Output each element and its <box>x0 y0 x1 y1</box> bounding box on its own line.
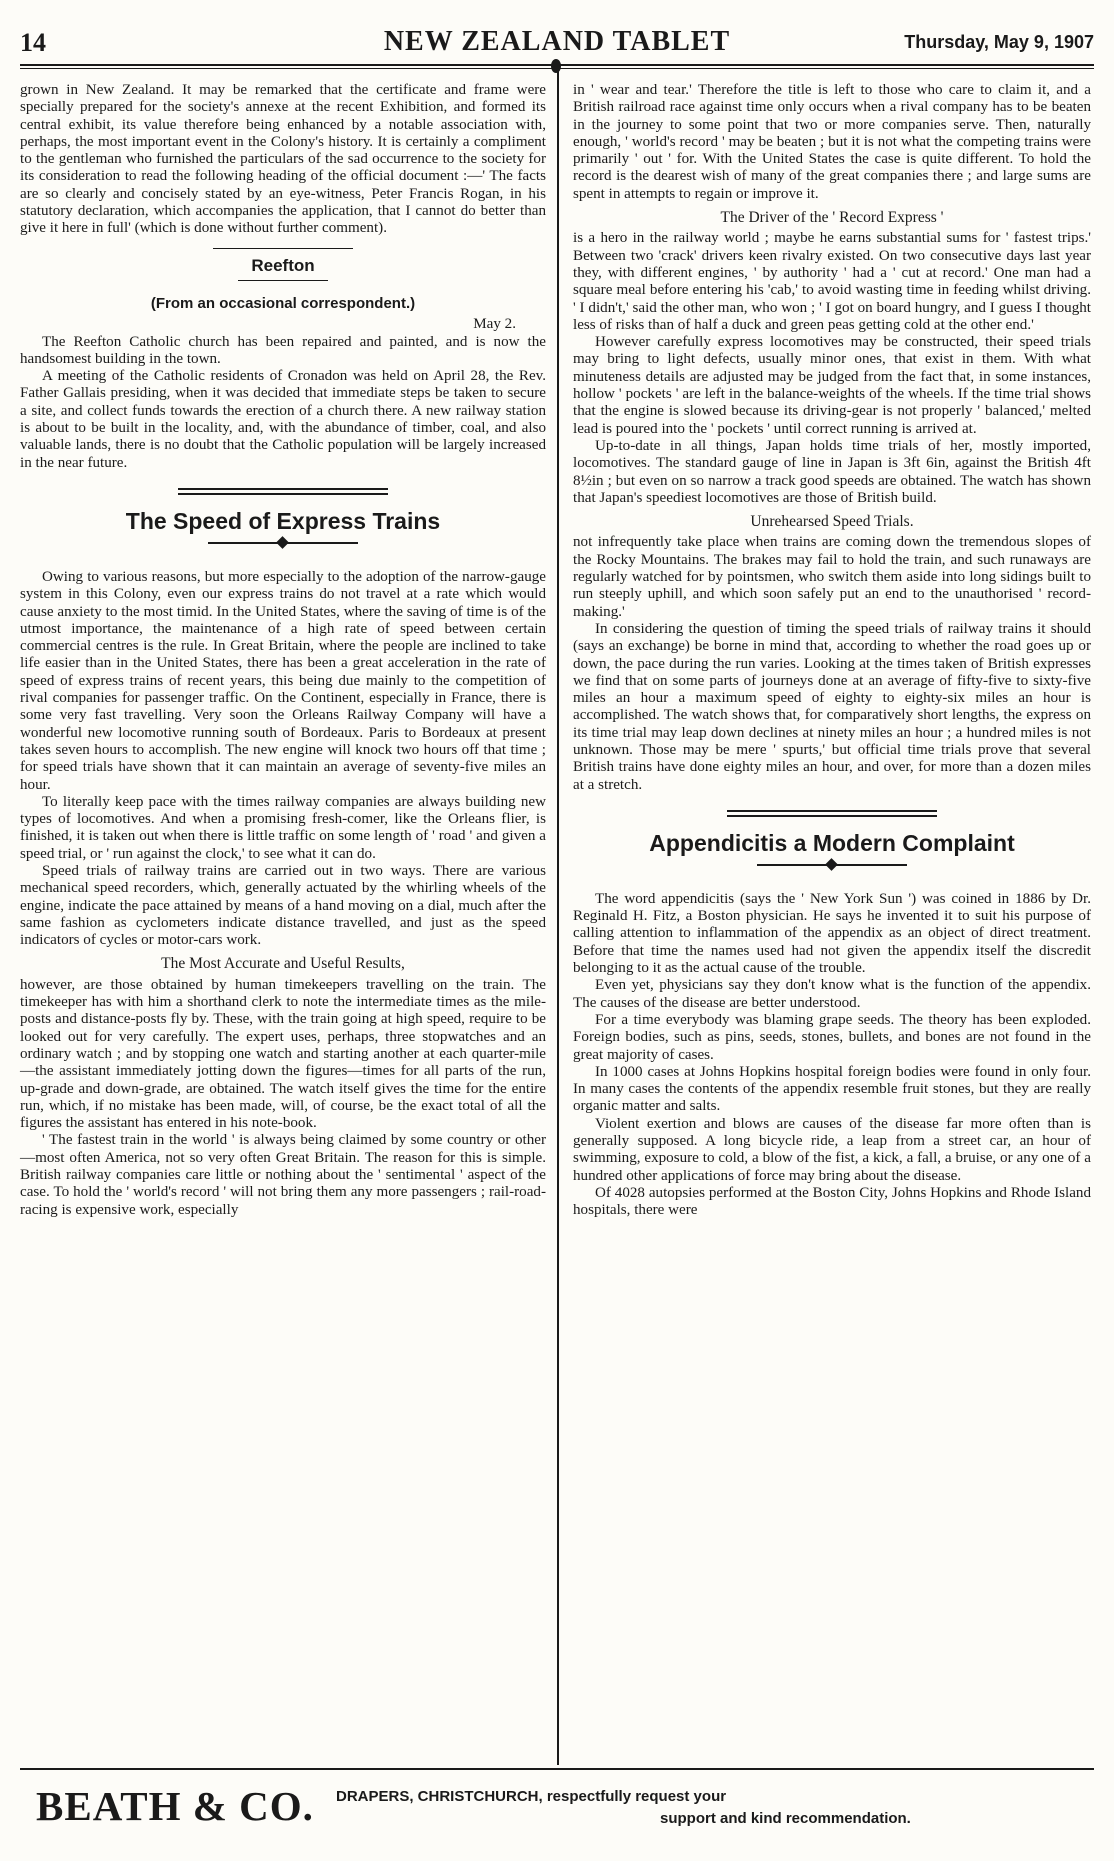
express-paragraph: is a hero in the railway world ; maybe he earns substantial sums for ' fastest trips.' Between two 'crack' drivers keen rivalry existed. On two consecutive days last year they, with different engines, ' by authority ' had a ' cut at record.' One man had a square meal before entering his 'cab,' to avoid wasting time in feeding whilst driving. ' I didn't,' said the other man, who won ; ' I got on board hungry, and I guess I thought less of risks than of half a duck and green peas getting cold at the other end.' <box>573 230 1091 333</box>
express-paragraph: To literally keep pace with the times railway companies are always building new types of locomotives. And when a promising fresh-comer, like the Orleans flier, is finished, it is taken out when there is little traffic on some length of ' road ' and given a speed trial, or ' run against the clock,' to see what it can do. <box>20 793 546 862</box>
appendicitis-paragraph: In 1000 cases at Johns Hopkins hospital foreign bodies were found in only four. In many cases the contents of the appendix resemble fruit stones, but they are really organic matter and salts. <box>573 1063 1091 1115</box>
ornament-dot <box>551 59 561 73</box>
advertisement-footer <box>20 1778 1094 1838</box>
double-rule <box>727 810 937 817</box>
appendicitis-headline: Appendicitis a Modern Complaint <box>649 829 1015 856</box>
reefton-heading: Reefton <box>251 255 315 275</box>
diamond-rule <box>208 537 358 549</box>
express-paragraph: However carefully express locomotives may be constructed, their speed trials may bring to light defects, usually minor ones, that exist in them. With what minuteness details are adjusted may be judged from the fact that, in some instances, hollow ' pockets ' are left in the balance-weights of the wheels. If the time trial shows that the engine is slowed because its driving-gear is not properly ' balanced,' melted lead is poured into the ' pockets ' until correct running is arrived at. <box>573 334 1091 437</box>
express-paragraph: ' The fastest train in the world ' is always being claimed by some country or other—most often America, not so very often Great Britain. The reason for this is simple. British railway companies care little or nothing about the ' sentimental ' aspect of the case. To hold the ' world's record ' will not bring them any more passengers ; rail-road-racing is expensive work, especially <box>20 1132 546 1218</box>
right-column <box>573 82 1091 1220</box>
left-column <box>20 82 546 1219</box>
reefton-paragraph: The Reefton Catholic church has been repaired and painted, and is now the handsomest building in the town. <box>20 333 546 367</box>
masthead <box>20 26 1094 60</box>
diamond-rule <box>757 859 907 871</box>
section-divider <box>213 248 353 249</box>
appendicitis-paragraph: For a time everybody was blaming grape seeds. The theory has been exploded. Foreign bodies, such as pins, seeds, stones, bullets, and bones are not found in the great majority of cases. <box>573 1011 1091 1063</box>
express-paragraph: however, are those obtained by human timekeepers travelling on the train. The timekeeper has with him a shorthand clerk to note the intermediate times as the mile-posts and distance-posts fly by. These, with the train going at high speed, require to be looked out for very carefully. The expert uses, perhaps, three stopwatches and an ordinary watch ; and by stopping one watch and starting another at each quarter-mile—the assistant immediately jotting down the figures—times for all parts of the run, up-grade and down-grade, are obtained. The watch itself gives the time for the entire run, which, if no mistake has been made, will, of course, be the exact total of all the figures the assistant has entered in his note-book. <box>20 976 546 1132</box>
appendicitis-paragraph: The word appendicitis (says the ' New York Sun ') was coined in 1886 by Dr. Reginald H. Fitz, a Boston physician. He says he invented it to suit his purpose of calling attention to inflammation of the appendix as an object of direct treatment. Before that time the names used had not given the appendix itself the discredit belonging to it as the actual cause of the trouble. <box>573 890 1091 977</box>
express-paragraph: Owing to various reasons, but more especially to the adoption of the narrow-gauge system in this Colony, even our express trains do not travel at a rate which would cause anxiety to the most timid. In the United States, where the saving of time is of the utmost importance, the maintenance of a high rate of speed between certain commercial centres is the rule. In Great Britain, where the people are inclined to take life easier than in the United States, there has been a great acceleration in the rate of speed of express trains of recent years, this being due mainly to the competition of rival companies for passenger traffic. On the Continent, especially in France, there is some very fast travelling. Very soon the Orleans Railway Company will have a wonderful new locomotive running south of Bordeaux. Paris to Bordeaux at present takes seven hours to accomplish. The new engine will knock two hours off that time ; for speed trials have shown that it can maintain an average of seventy-five miles an hour. <box>20 568 546 793</box>
article-continuation: grown in New Zealand. It may be remarked that the certificate and frame were specially prepared for the society's annexe at the recent Exhibition, and formed its central exhibit, its value therefore being enhanced by a notable association with, perhaps, the most important event in the Colony's history. It is certainly a compliment to the gentleman who furnished the particulars of the sad occurrence to the society for its consideration to read the following heading of the official document :—' The facts are so clearly and concisely stated by an eye-witness, Peter Francis Rogan, in his statutory declaration, which accompanies the application, that I cannot do better than give it here in full' (which is done without further comment). <box>20 82 546 237</box>
express-paragraph: not infrequently take place when trains are coming down the tremendous slopes of the Rocky Mountains. The brakes may fail to hold the train, and such runaways are regularly watched for by pointsmen, who switch them aside into long sidings built to run steeply uphill, and which soon safely put an end to the unauthorised ' record-making.' <box>573 534 1091 620</box>
advertisement-text: DRAPERS, CHRISTCHURCH, respectfully request your <box>336 1788 727 1805</box>
column-divider <box>557 70 559 1765</box>
reefton-byline: (From an occasional correspondent.) <box>150 294 416 312</box>
express-trains-headline: The Speed of Express Trains <box>125 507 441 534</box>
appendicitis-paragraph: Even yet, physicians say they don't know what is the function of the appendix. The causes of the disease are better understood. <box>573 977 1091 1011</box>
advertiser-name: BEATH & CO. <box>36 1783 314 1829</box>
driver-subhead: The Driver of the ' Record Express ' <box>720 209 944 227</box>
express-paragraph: In considering the question of timing the speed trials of railway trains it should (says an exchange) be borne in mind that, according to whether the road goes up or down, the pace during the run varies. Looking at the times taken of British expresses we find that on some parts of journeys done at an average of fifty-five to sixty-five miles an hour a maximum speed of eighty to eighty-six miles an hour is accomplished. The watch shows that, for comparatively short lengths, the express on its time trial may leap down declines at ninety miles an hour ; a hundred miles is not unknown. Those may be mere ' spurts,' but official time trials prove that several British trains have done eighty miles an hour, and over, for more than a dozen miles at a stretch. <box>573 620 1091 793</box>
express-subhead: The Most Accurate and Useful Results, <box>161 955 405 973</box>
advertisement-text: support and kind recommendation. <box>660 1810 911 1827</box>
appendicitis-paragraph: Of 4028 autopsies performed at the Boston City, Johns Hopkins and Rhode Island hospitals, there were <box>573 1184 1091 1219</box>
double-rule <box>178 488 388 495</box>
issue-date: Thursday, May 9, 1907 <box>904 32 1094 52</box>
express-paragraph: Up-to-date in all things, Japan holds time trials of her, mostly imported, locomotives. The standard gauge of line in Japan is 3ft 6in, against the British 4ft 8½in ; but even on so narrow a track good speeds are obtained. The watch has shown that Japan's speediest locomotives are those of British build. <box>573 437 1091 506</box>
reefton-paragraph: A meeting of the Catholic residents of Cronadon was held on April 28, the Rev. Father Gallais presiding, when it was decided that immediate steps be taken to secure a site, and collect funds towards the erection of a church there. A new railway station is about to be built in the locality, and, with the abundance of timber, coal, and also valuable lands, there is no doubt that the Catholic population will be largely increased in the near future. <box>20 368 546 471</box>
page-number: 14 <box>20 28 46 57</box>
appendicitis-paragraph: Violent exertion and blows are causes of the disease far more often than is generally supposed. A long bicycle ride, a leap from a street car, an hour of swimming, exposure to cold, a blow of the fist, a kick, a fall, a bruise, or any one of a hundred other applications of force may bring about the disease. <box>573 1115 1091 1184</box>
reefton-dateline: May 2. <box>473 316 516 333</box>
express-continuation: in ' wear and tear.' Therefore the title is left to those who care to claim it, and a British railroad race against time only occurs when a rival company has to be beaten in the journey to some point that two or more companies serve. Then, naturally enough, ' world's record ' may be beaten ; but it is not what the competing trains were primarily ' out ' for. With the United States the case is quite different. To hold the record is the dearest wish of many of the great companies there ; and large sums are spent in attempts to regain or improve it. <box>573 82 1091 202</box>
express-paragraph: Speed trials of railway trains are carried out in two ways. There are various mechanical speed recorders, which, generally actuated by the whirling wheels of the engine, indicate the pace attained by means of a hand moving on a dial, much after the same fashion as cyclometers indicate distance travelled, and just as the speed indicators of cycles or motor-cars work. <box>20 862 546 949</box>
footer-rule <box>20 1768 1094 1770</box>
section-divider <box>238 280 328 281</box>
publication-title: NEW ZEALAND TABLET <box>383 26 731 57</box>
unrehearsed-subhead: Unrehearsed Speed Trials. <box>750 513 914 531</box>
